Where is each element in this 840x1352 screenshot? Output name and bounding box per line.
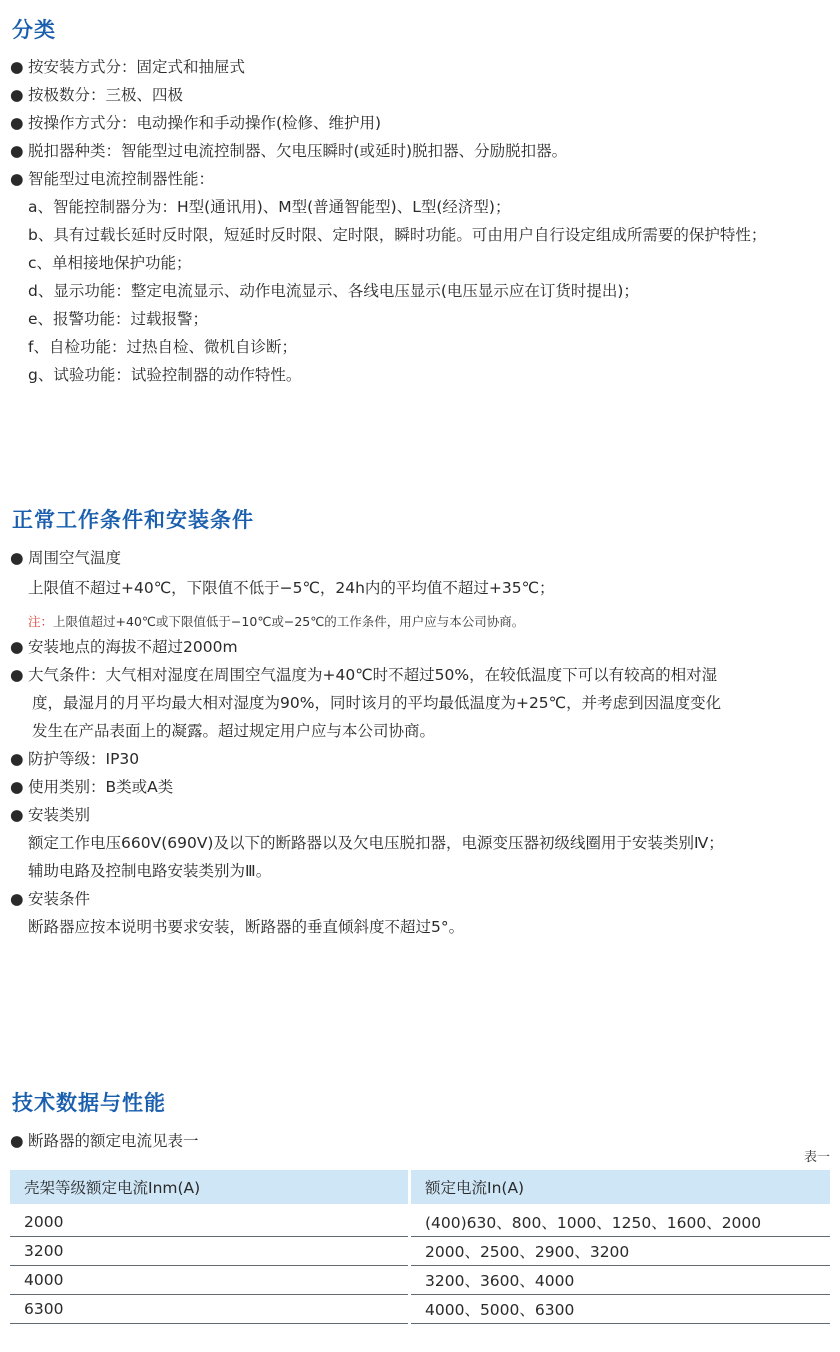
atmosphere-line-2: 度，最湿月的月平均最大相对湿度为90%，同时该月的平均最低温度为+25℃，并考虑到因温度变化 [32,694,722,712]
rated-current-table [10,1170,830,1324]
list-item: ● 脱扣器种类：智能型过电流控制器、欠电压瞬时(或延时)脱扣器、分励脱扣器。 [10,142,568,160]
list-item: ● 安装类别 [10,806,91,824]
list-item: ● 按安装方式分：固定式和抽屉式 [10,58,246,76]
section-title-conditions: 正常工作条件和安装条件 [12,508,254,532]
bullet-icon: ● [10,778,24,796]
header-rated-current: 额定电流In(A) [410,1170,831,1206]
sub-item-a: a、智能控制器分为：H型(通讯用)、M型(普通智能型)、L型(经济型)； [28,198,511,216]
cell-rated-current: (400)630、800、1000、1250、1600、2000 [410,1206,831,1237]
bullet-icon: ● [10,750,24,768]
list-item: ● 防护等级：IP30 [10,750,140,768]
list-item: ● 使用类别：B类或A类 [10,778,174,796]
list-item: ● 按操作方式分：电动操作和手动操作(检修、维护用) [10,114,382,132]
bullet-icon: ● [10,549,24,567]
sub-item-g: g、试验功能：试验控制器的动作特性。 [28,366,302,384]
list-item: ● 周围空气温度 [10,549,122,567]
list-item: ● 智能型过电流控制器性能： [10,170,215,188]
table-label: 表一 [803,1150,830,1165]
bullet-icon: ● [10,666,24,684]
bullet-icon: ● [10,58,24,76]
sub-item-d: d、显示功能：整定电流显示、动作电流显示、各线电压显示(电压显示应在订货时提出)； [28,282,639,300]
section-title-tech-data: 技术数据与性能 [12,1091,166,1115]
bullet-icon: ● [10,170,24,188]
sub-item-b: b、具有过载长延时反时限，短延时反时限、定时限，瞬时功能。可由用户自行设定组成所需要的保护特性； [28,226,767,244]
header-frame-current: 壳架等级额定电流Inm(A) [10,1170,410,1206]
sub-item-c: c、单相接地保护功能； [28,254,192,272]
bullet-icon: ● [10,806,24,824]
sub-item-f: f、自检功能：过热自检、微机自诊断； [28,338,297,356]
bullet-icon: ● [10,114,24,132]
table-header-row [10,1170,830,1206]
table-row [10,1295,830,1324]
temperature-note: 注：上限值超过+40℃或下限值低于−10℃或−25℃的工作条件，用户应与本公司协商。 [28,614,525,629]
bullet-icon: ● [10,638,24,656]
list-item: ● 按极数分：三极、四极 [10,86,184,104]
cell-frame-current: 3200 [10,1237,410,1266]
list-item: ● 安装条件 [10,890,91,908]
bullet-icon: ● [10,86,24,104]
cell-rated-current: 2000、2500、2900、3200 [410,1237,831,1266]
table-row [10,1237,830,1266]
temperature-text: 上限值不超过+40℃，下限值不低于−5℃，24h内的平均值不超过+35℃； [28,579,555,597]
list-item: ● 安装地点的海拔不超过2000m [10,638,238,656]
list-item: ● 大气条件：大气相对湿度在周围空气温度为+40℃时不超过50%，在较低温度下可以有较高的相对湿 [10,666,718,684]
sub-item-e: e、报警功能：过载报警； [28,310,209,328]
list-item: ● 断路器的额定电流见表一 [10,1132,199,1150]
table-row [10,1266,830,1295]
install-category-line-1: 额定工作电压660V(690V)及以下的断路器以及欠电压脱扣器，电源变压器初级线圈用于安装类别Ⅳ； [28,834,724,852]
bullet-icon: ● [10,142,24,160]
cell-frame-current: 2000 [10,1206,410,1237]
section-title-classification: 分类 [12,18,56,42]
cell-rated-current: 4000、5000、6300 [410,1295,831,1324]
install-category-line-2: 辅助电路及控制电路安装类别为Ⅲ。 [28,862,272,880]
bullet-icon: ● [10,890,24,908]
bullet-icon: ● [10,1132,24,1150]
atmosphere-line-3: 发生在产品表面上的凝露。超过规定用户应与本公司协商。 [32,722,436,740]
cell-frame-current: 4000 [10,1266,410,1295]
note-label: 注： [28,614,54,629]
cell-frame-current: 6300 [10,1295,410,1324]
install-condition-text: 断路器应按本说明书要求安装，断路器的垂直倾斜度不超过5°。 [28,918,465,936]
cell-rated-current: 3200、3600、4000 [410,1266,831,1295]
table-row [10,1206,830,1237]
